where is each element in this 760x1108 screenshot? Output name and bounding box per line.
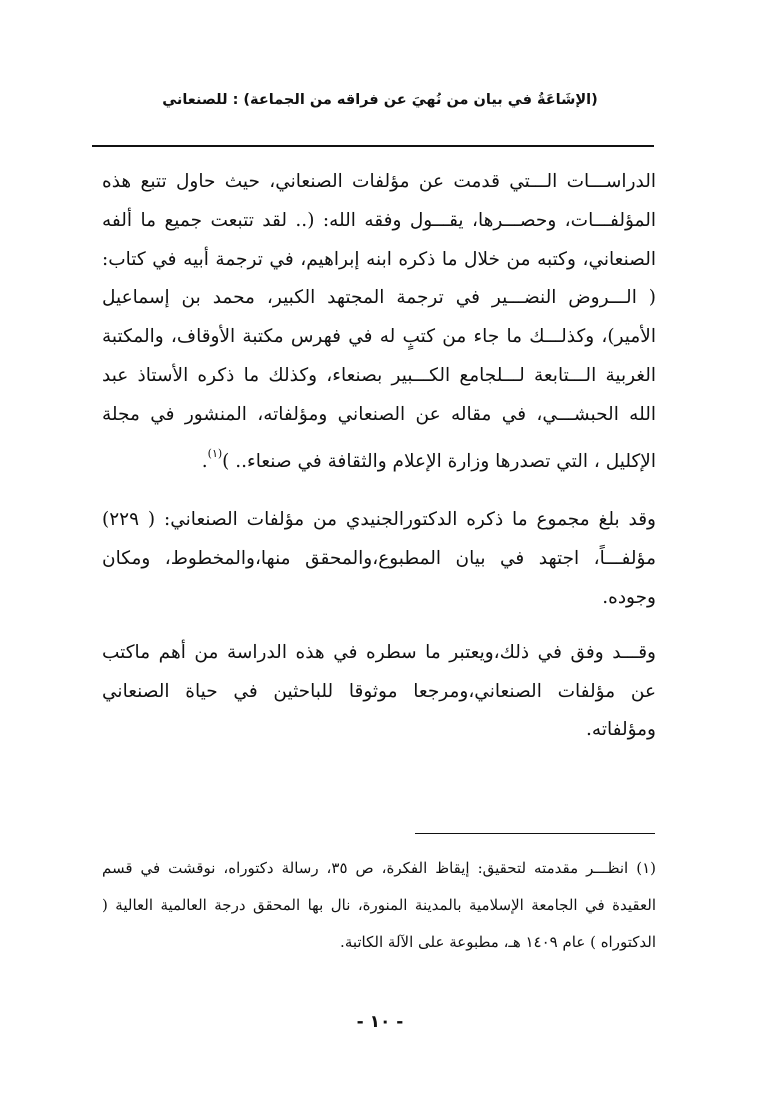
main-text [102, 163, 656, 750]
paragraph-1-text: الدراســـات الـــتي قدمت عن مؤلفات الصنعاني، حيث حاول تتبع هذه المؤلفـــات، وحصـــرها، يقـــول وفقه الله: (.. لقد تتبعت جميع ما ألفه الصنعاني، وكتبه من خلال ما ذكره ابنه إبراهيم، في ترجمة أبيه في كتاب: ( الـــروض النضـــير في ترجمة المجتهد الكبير، محمد بن إسماعيل الأمير)، وكذلـــك ما جاء من كتبٍ له في فهرس مكتبة الأوقاف، والمكتبة الغربية الـــتابعة لـــلجامع الكـــبير بصنعاء، وكذلك ما ذكره الأستاذ عبد الله الحبشـــي، في مقاله عن الصنعاني ومؤلفاته، المنشور في مجلة الإكليل ، التي تصدرها وزارة الإعلام والثقافة في صنعاء.. ) [102, 171, 656, 472]
paragraph-1 [102, 163, 656, 481]
paragraph-3: وقـــد وفق في ذلك،ويعتبر ما سطره في هذه الدراسة من أهم ماكتب عن مؤلفات الصنعاني،ومرجعا موثوقا للباحثين في حياة الصنعاني ومؤلفاته. [102, 641, 656, 741]
footnote-1: (١) انظـــر مقدمته لتحقيق: إيقاظ الفكرة، ص ٣٥، رسالة دكتوراه، نوقشت في قسم العقيدة في الجامعة الإسلامية بالمدينة المنورة، نال بها المحقق درجة العالمية العالية ( الدكتوراه ) عام ١٤٠٩ هـ، مطبوعة على الآلة الكاتبة. [102, 859, 656, 951]
footnote-reference[interactable]: (١) [207, 446, 223, 460]
paragraph-1-end: . [201, 450, 208, 472]
footnote-divider [415, 833, 655, 834]
running-header: (الإشَاعَةُ في بيان من نُهيَ عن فراقه من الجماعة) : للصنعاني [162, 92, 598, 108]
paragraph-2: وقد بلغ مجموع ما ذكره الدكتورالجنيدي من مؤلفات الصنعاني: ( ٢٢٩) مؤلفـــاً، اجتهد في بيان المطبوع،والمحقق منها،والمخطوط، ومكان وجوده. [102, 509, 656, 608]
footnote-section [102, 850, 656, 961]
header-divider [92, 145, 654, 147]
page-number: - ١٠ - [356, 1012, 404, 1032]
